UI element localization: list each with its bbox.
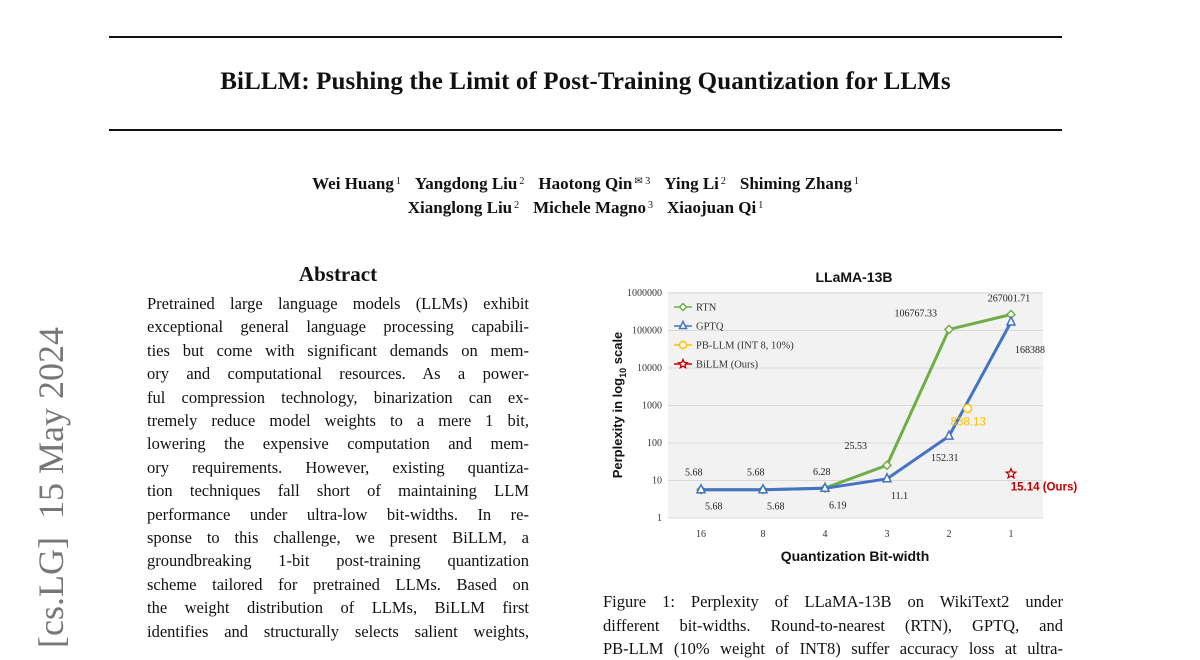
data-label: 168388	[1015, 345, 1045, 357]
author-affiliation: 2	[720, 176, 726, 187]
author-name: Shiming Zhang	[739, 174, 852, 193]
y-tick-label: 1000000	[627, 288, 662, 299]
abstract-line: ful compression technology, binarization can ex-	[147, 387, 529, 407]
data-label: 152.31	[931, 453, 959, 465]
caption-line: PB-LLM (10% weight of INT8) suffer accuracy loss at ultra-	[603, 639, 1063, 658]
abstract-line: exceptional general language processing capabili-	[147, 317, 529, 337]
data-label: 5.68	[685, 467, 703, 479]
author-name: Michele Magno	[533, 198, 646, 217]
abstract-line: lowering the expensive computation and mem-	[147, 434, 529, 454]
abstract-line: identifies and structurally selects salient weights,	[147, 621, 529, 641]
legend-label: GPTQ	[696, 321, 724, 333]
author-affiliation: 1	[758, 200, 764, 211]
arxiv-stamp: [cs.LG] 15 May 2024	[31, 327, 71, 648]
legend-label: PB-LLM (INT 8, 10%)	[696, 340, 794, 352]
abstract-line: the weight distribution of LLMs, BiLLM first	[147, 598, 529, 618]
legend-label: BiLLM (Ours)	[696, 359, 759, 371]
data-label: 267001.71	[987, 293, 1031, 305]
author-list-line-2	[109, 198, 1062, 218]
abstract-line: ory requirements. However, existing quantiza-	[147, 457, 529, 477]
x-tick-label: 3	[884, 529, 890, 540]
y-tick-label: 100000	[632, 325, 662, 337]
data-label: 5.68	[747, 467, 765, 479]
author-name: Xiaojuan Qi	[666, 198, 757, 217]
abstract-line: groundbreaking 1-bit post-training quantization	[147, 551, 529, 571]
abstract-line: sponse to this challenge, we present BiLLM, a	[147, 528, 529, 547]
y-tick-label: 1	[657, 513, 662, 524]
title-bottom-rule	[109, 129, 1062, 131]
paper-title: BiLLM: Pushing the Limit of Post-Training Quantization for LLMs	[220, 68, 951, 95]
x-tick-label: 8	[760, 529, 766, 540]
abstract-heading: Abstract	[298, 262, 378, 286]
abstract-line: scheme tailored for pretrained LLMs. Based on	[147, 574, 529, 594]
data-point	[964, 404, 972, 412]
y-tick-labels	[627, 288, 662, 524]
author-name: Yangdong Liu	[414, 174, 518, 193]
author-affiliation: 2	[514, 200, 520, 211]
data-label: 838.13	[950, 416, 986, 429]
data-label: 6.19	[829, 500, 847, 512]
data-label: 15.14 (Ours)	[1010, 481, 1078, 494]
x-axis-label: Quantization Bit-width	[780, 548, 930, 564]
data-label: 5.68	[767, 501, 785, 513]
perplexity-chart	[600, 260, 1078, 575]
author-name: Xianglong Liu	[407, 198, 513, 217]
y-tick-label: 1000	[642, 400, 662, 412]
data-label: 5.68	[705, 501, 723, 513]
author-affiliation: 3	[647, 200, 653, 211]
x-tick-label: 16	[696, 529, 706, 540]
x-tick-label: 4	[822, 529, 828, 540]
x-tick-labels	[696, 529, 1014, 540]
legend-label: RTN	[696, 302, 717, 314]
chart-title: LLaMA-13B	[815, 269, 893, 285]
abstract-line: ties but come with significant demands on mem-	[147, 340, 529, 360]
author-name: Haotong Qin	[538, 174, 633, 193]
y-axis-label: Perplexity in $\log_{10}$ scale	[610, 331, 628, 479]
author-name: Wei Huang	[312, 174, 394, 193]
x-tick-label: 2	[946, 529, 952, 540]
caption-line: different bit-widths. Round-to-nearest (RTN), GPTQ, and	[603, 615, 1063, 635]
author-affiliation: 1	[395, 176, 401, 187]
abstract-line: Pretrained large language models (LLMs) exhibit	[147, 294, 529, 313]
y-tick-label: 100	[647, 438, 662, 449]
data-label: 106767.33	[894, 308, 937, 320]
author-name: Ying Li	[664, 174, 719, 193]
data-label: 6.28	[813, 467, 831, 479]
author-list-line-1	[109, 174, 1062, 194]
y-tick-label: 10	[652, 475, 662, 487]
top-rule	[109, 36, 1062, 38]
x-tick-label: 1	[1008, 529, 1014, 540]
data-label: 25.53	[844, 441, 867, 453]
author-affiliation: ✉ 3	[634, 176, 651, 187]
abstract-line: performance under ultra-low bit-widths. In re-	[147, 504, 529, 524]
author-affiliation: 2	[519, 176, 525, 187]
data-label: 11.1	[891, 490, 909, 502]
abstract-line: tremely reduce model weights to a mere 1 bit,	[147, 411, 529, 430]
abstract-line: ory and computational resources. As a power-	[147, 364, 529, 384]
author-affiliation: 1	[853, 176, 859, 187]
y-tick-label: 10000	[637, 363, 662, 374]
abstract-line: tion techniques fall short of maintaining LLM	[147, 481, 529, 501]
caption-line: Figure 1: Perplexity of LLaMA-13B on WikiText2 under	[603, 592, 1063, 611]
